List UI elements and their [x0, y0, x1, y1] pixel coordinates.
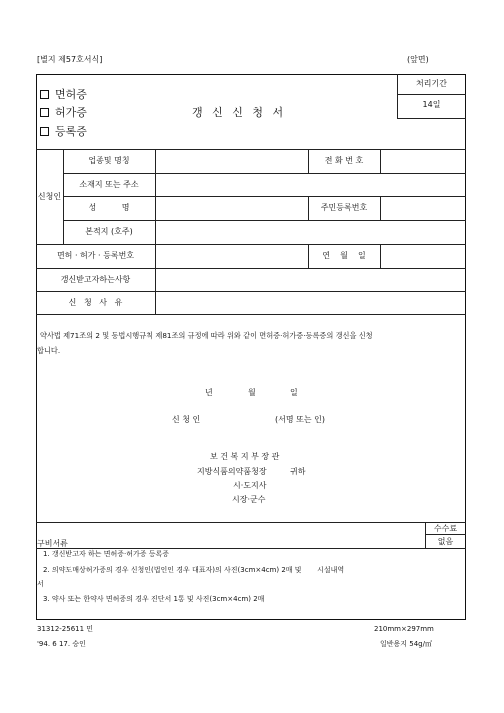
reason-label: 신 청 사 유	[68, 298, 123, 307]
business-name-label: 업종및 명칭	[88, 156, 130, 165]
resident-number-label: 주민등록번호	[320, 203, 368, 212]
fee-label: 수수료	[433, 524, 458, 533]
address-label: 소재지 또는 주소	[79, 180, 139, 189]
renewal-matter-field[interactable]	[156, 269, 465, 291]
minister-label: 보 건 복 지 부 장 관	[210, 452, 280, 461]
form-code: 31312-25611 민	[37, 625, 94, 633]
document-item-3: 3. 약사 또는 한약사 면허증의 경우 진단서 1통 및 사진(3cm×4cm) 2매	[43, 595, 265, 603]
option-permit-label: 허가증	[55, 106, 87, 119]
month-label: 월	[248, 388, 256, 397]
document-item-2-cont: 서	[37, 580, 44, 588]
paper-spec: 일반용지 54g/㎡	[380, 640, 432, 648]
option-registration[interactable]	[40, 126, 87, 137]
applicant-group-label: 신청인	[37, 192, 62, 201]
paper-size: 210mm×297mm	[374, 625, 434, 633]
business-name-field[interactable]	[156, 150, 308, 173]
option-registration-label: 등록증	[55, 125, 87, 138]
fee-value: 없음	[437, 537, 454, 546]
form-number: [별지 제57호서식]	[37, 55, 103, 64]
processing-period-value: 14일	[422, 100, 441, 109]
domicile-field[interactable]	[156, 221, 465, 244]
governor-label: 시·도지사	[233, 481, 267, 490]
documents-title: 구비서류	[37, 539, 68, 548]
statement-line-2: 합니다.	[37, 346, 61, 355]
date-label: 연 월 일	[322, 251, 366, 260]
checkbox-icon[interactable]	[40, 90, 49, 99]
license-number-label: 면허 · 허가 · 등록번호	[56, 251, 135, 260]
renewal-matter-label: 갱신받고자하는사항	[60, 275, 131, 284]
name-field[interactable]	[156, 197, 308, 220]
option-permit[interactable]	[40, 107, 87, 118]
statement-line-1: 약사법 제71조의 2 및 동법시행규칙 제81조의 규정에 따라 위와 같이 면허증·허가증·등록증의 갱신을 신청	[40, 331, 373, 340]
reason-field[interactable]	[156, 292, 465, 314]
processing-period-label: 처리기간	[416, 79, 447, 88]
date-field[interactable]	[381, 245, 465, 268]
option-license[interactable]	[40, 89, 87, 100]
page-side-label: (앞면)	[407, 55, 429, 64]
sign-or-seal-label: (서명 또는 인)	[275, 415, 325, 424]
kfda-label: 지방식품의약품청장	[197, 467, 267, 476]
address-field[interactable]	[156, 174, 465, 196]
day-label: 일	[290, 388, 298, 397]
option-license-label: 면허증	[55, 88, 87, 101]
phone-label: 전 화 번 호	[324, 156, 364, 165]
approval-date: '94. 6 17. 승인	[37, 640, 86, 648]
name-label: 성 명	[88, 203, 130, 212]
form-title: 갱 신 신 청 서	[192, 106, 287, 119]
applicant-sign-label: 신 청 인	[172, 415, 201, 424]
mayor-label: 시장·군수	[232, 495, 266, 504]
resident-number-field[interactable]	[381, 197, 465, 220]
year-label: 년	[205, 388, 213, 397]
checkbox-icon[interactable]	[40, 108, 49, 117]
honorific-label: 귀하	[290, 467, 306, 476]
document-item-1: 1. 갱신받고자 하는 면허증·허가증 등록증	[43, 550, 169, 558]
checkbox-icon[interactable]	[40, 127, 49, 136]
domicile-label: 본적지 (호주)	[85, 227, 133, 236]
license-number-field[interactable]	[156, 245, 308, 268]
document-item-2: 2. 의약도매상허가증의 경우 신청인(법인인 경우 대표자)의 사진(3cm×4cm) 2매 및 시설내역	[43, 566, 345, 574]
phone-field[interactable]	[381, 150, 465, 173]
